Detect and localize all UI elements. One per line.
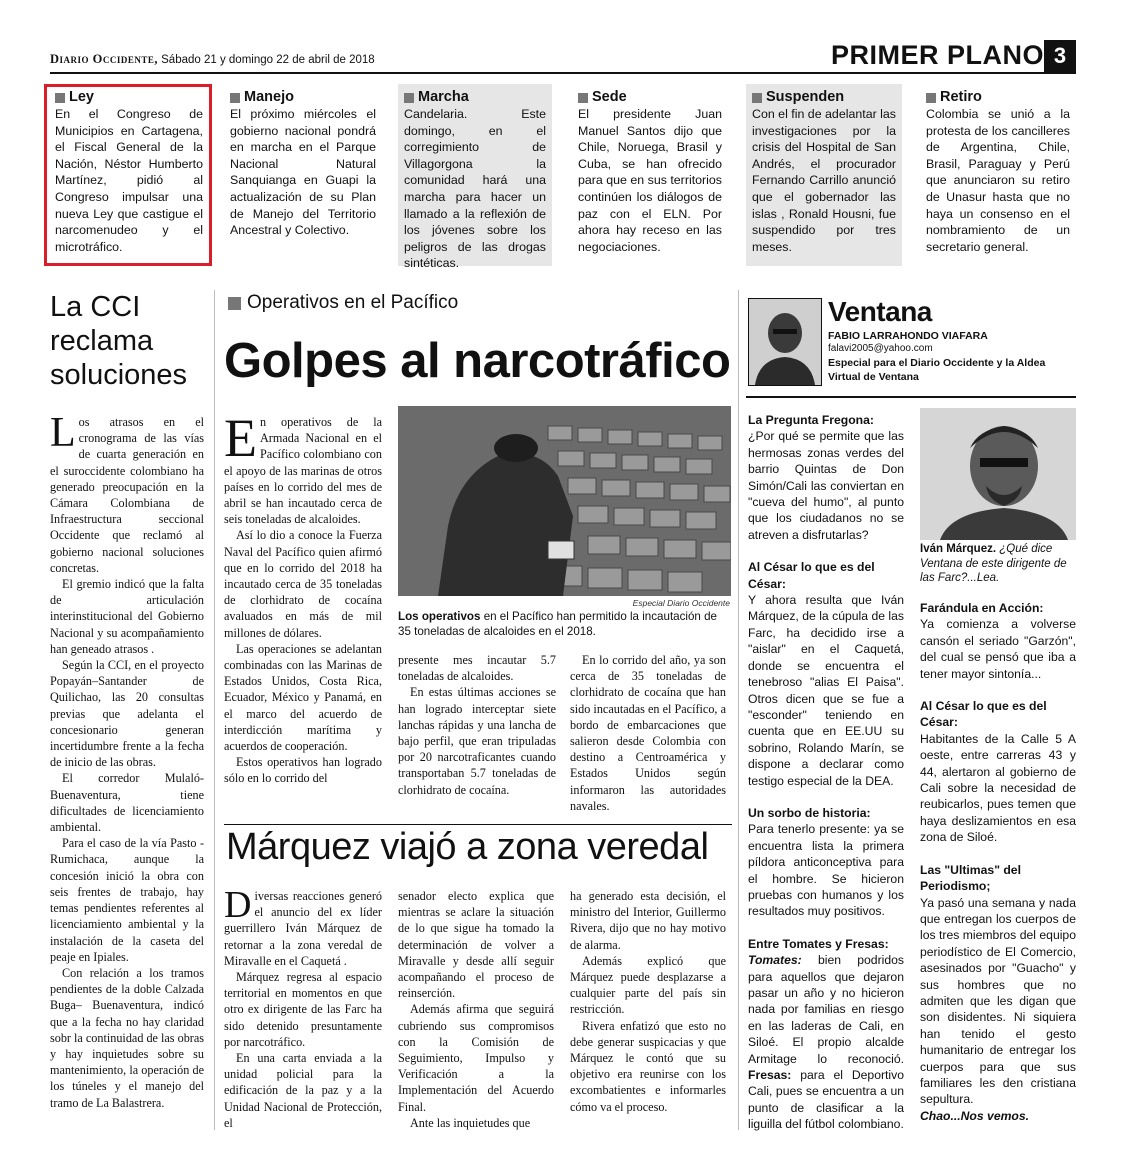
- paper-name: Diario Occidente,: [50, 52, 159, 66]
- author-photo-image: [749, 299, 821, 385]
- brief-text: Candelaria. Este domingo, en el corregimiento de Villagorgona la comunidad hará una marcha para hacer un llamado a la reflexión de los jóvenes sobre los peligros de las drogas sintéticas.: [404, 107, 546, 271]
- cci-paragraph: Según la CCI, en el proyecto Popayán–Santander de Quilichao, las 20 consultas previas que adelanta el concesionario generan incertidumbre frente a la fecha de inicio de las obras.: [50, 658, 204, 770]
- brief-manejo: [224, 84, 382, 266]
- caption-lead: Los operativos: [398, 610, 481, 623]
- marquez-headline: Márquez viajó a zona veredal: [226, 826, 709, 868]
- brief-title: Manejo: [244, 89, 294, 105]
- dropcap: D: [224, 884, 252, 926]
- section-title: PRIMER PLANO: [830, 40, 1044, 70]
- masthead: [50, 52, 375, 67]
- brief-title: Marcha: [418, 89, 469, 105]
- golpes-col-3: [570, 652, 726, 814]
- golpes-headline: Golpes al narcotráfico: [224, 334, 731, 388]
- marquez-paragraph: Además afirma que seguirá cubriendo sus compromisos con la Comisión de Seguimiento, Impulso y Verificación a la Implementación del Acuerdo Final.: [398, 1002, 554, 1114]
- subhead: Farándula en Acción:: [920, 601, 1044, 615]
- caption-text: ¿Qué dice Ventana de este dirigente de las Farc?...Lea.: [920, 543, 1067, 584]
- marquez-col-1: [224, 884, 382, 1131]
- marquez-photo-caption: [920, 542, 1076, 586]
- column-divider: [214, 290, 215, 1130]
- square-bullet-icon: [404, 93, 414, 103]
- signoff: Chao...Nos vemos.: [920, 1108, 1030, 1123]
- column-credit: Especial para el Diario Occidente y la Aldea Virtual de Ventana: [828, 357, 1046, 383]
- brief-ley: [44, 84, 212, 266]
- cci-headline: La CCI reclama soluciones: [50, 291, 188, 391]
- marquez-paragraph: Ante las inquietudes que: [410, 1115, 531, 1130]
- cci-first-paragraph: os atrasos en el cronograma de las vías de cuarta generación en el suroccidente colombiano ha generado preocupación en la Cámara Colombiana de Infraestructura seccional Occidente que reclamó al gobierno nacional soluciones concretas.: [50, 415, 204, 575]
- marquez-paragraph: Además explicó que Márquez puede desplazarse a cualquier parte del país sin restricción.: [570, 953, 726, 1017]
- ventana-lead: Tomates:: [748, 953, 802, 968]
- subhead: Entre Tomates y Fresas:: [748, 936, 889, 951]
- square-bullet-icon: [752, 93, 762, 103]
- ventana-col-2: [920, 600, 1076, 1124]
- kicker: [228, 292, 458, 314]
- brief-text: Colombia se unió a la protesta de los cancilleres de Argentina, Chile, Brasil, Paraguay y Perú que anunciaron su retiro de Unasur hasta que no haya un consenso en el nombramiento de un secretario general.: [926, 107, 1070, 254]
- golpes-col-1: [224, 408, 382, 787]
- dropcap: E: [224, 408, 257, 468]
- square-bullet-icon: [228, 297, 241, 310]
- brief-title: Ley: [69, 89, 94, 105]
- golpes-paragraph: Estos operativos han logrado sólo en lo corrido del: [224, 755, 382, 786]
- brief-sede: [572, 84, 728, 266]
- ventana-lead: Fresas:: [748, 1068, 792, 1083]
- caption-lead: Iván Márquez.: [920, 543, 997, 555]
- page-number: 3: [1044, 40, 1076, 72]
- cci-body: [50, 410, 204, 1111]
- marquez-col-2: [398, 888, 554, 1131]
- caption-text: en el Pacífico han permitido la incautación de 35 toneladas de alcaloides en el 2018.: [398, 610, 717, 638]
- header-rule: [50, 72, 1076, 74]
- column-title: Ventana: [828, 296, 932, 327]
- brief-text: Con el fin de adelantar las investigaciones por la crisis del Hospital de San Andrés, el procurador Fernando Carrillo anunció que el gobernador las islas , Ronald Housni, fue suspendido por tres meses.: [752, 107, 896, 254]
- brief-text: En el Congreso de Municipios en Cartagena, el Fiscal General de la Nación, Néstor Humberto Martínez, pidió al Congreso impulsar una nueva Ley que castigue el narcomenudeo y el microtráfico.: [55, 107, 203, 254]
- marquez-first-paragraph: iversas reacciones generó el anuncio del ex líder guerrillero Iván Márquez de retornar a la zona veredal de Miravalle en el Caquetá .: [224, 889, 382, 968]
- author-email: falavi2005@yahoo.com: [828, 343, 933, 354]
- cci-paragraph: Con relación a los tramos pendientes de la doble Calzada Buga– Buenaventura, indicó que a la fecha no hay claridad sobr la continuidad de las obras y hay inquietudes sobre su mantenimiento, la operación de los túneles y el manejo del tramo de La Balastrera.: [50, 965, 204, 1110]
- brief-title: Retiro: [940, 89, 982, 105]
- cci-paragraph: El gremio indicó que la falta de articulación interinstitucional del Gobierno Nacional y su acompañamiento han geneado atrasos .: [50, 577, 204, 656]
- subhead: Al César lo que es del César:: [920, 699, 1047, 730]
- golpes-first-paragraph: n operativos de la Armada Nacional en el Pacífico colombiano con el apoyo de las marinas de otros países en lo corrido del mes de abril se han incautado cerca de seis toneladas de alcaloides.: [224, 415, 382, 527]
- ventana-text: [748, 952, 904, 1132]
- marquez-photo-image: [920, 408, 1076, 540]
- cci-paragraph: Para el caso de la vía Pasto - Rumichaca, aunque la concesión inició la obra con seis frentes de trabajo, hay temas pendientes referentes al licenciamiento ambiental y la instalación de la caseta del peaje en Ipiales.: [50, 836, 204, 964]
- square-bullet-icon: [926, 93, 936, 103]
- subhead: La Pregunta Fregona:: [748, 413, 874, 427]
- golpes-paragraph: Así lo dio a conoce la Fuerza Naval del Pacífico quien afirmó que en lo corrido del 2018 ha incautado cerca de 35 toneladas de clorhidrato de cocaína avaluados en más de mil millones de dólares.: [224, 528, 382, 640]
- kicker-text: Operativos en el Pacífico: [247, 292, 459, 313]
- subhead: Las "Ultimas" del Periodismo;: [920, 862, 1021, 894]
- square-bullet-icon: [578, 93, 588, 103]
- ventana-text: ¿Por qué se permite que las hermosas zonas verdes del barrio Quintas de Don Simón/Cali las conviertan en "cueva del humo", al punto que los ciudadanos no se atreven a disfrutarlas?: [748, 429, 904, 542]
- golpes-paragraph: Las operaciones se adelantan combinadas con las Marinas de Estados Unidos, Costa Rica, Ecuador, México y Panamá, en el marco del acuerdo de interdicción marítima y acuerdos de cooperación.: [224, 641, 382, 754]
- brief-text: El presidente Juan Manuel Santos dijo que Chile, Noruega, Brasil y Cuba, se han ofrecido para que en sus territorios continúen los diálogos de paz con el ELN. Por ahora hay receso en las negociaciones.: [578, 107, 722, 254]
- brief-suspenden: [746, 84, 902, 266]
- marquez-col-3: [570, 888, 726, 1115]
- square-bullet-icon: [230, 93, 240, 103]
- ventana-text: Y ahora resulta que Iván Márquez, de la cúpula de las Farc, ha decidido irse a "aislar" en el Caquetá, donde se encuentra el tenebroso "alias El Paisa". Otros dicen que se fue a "esconder" teniendo en cuenta que en EE.UU su sobrino, Rolando Marín, se dispone a declarar como testigo especial de la DEA.: [748, 593, 904, 788]
- column-rule: [746, 396, 1076, 398]
- brief-retiro: [920, 84, 1076, 266]
- brief-marcha: [398, 84, 552, 271]
- subhead: Un sorbo de historia:: [748, 805, 871, 820]
- brief-title: Sede: [592, 89, 627, 105]
- cci-paragraph: El corredor Mulaló- Buenaventura, tiene dificultades de licenciamiento ambiental.: [50, 771, 204, 835]
- issue-date: Sábado 21 y domingo 22 de abril de 2018: [161, 54, 375, 66]
- operativos-photo-image: [398, 406, 731, 596]
- dropcap: L: [50, 410, 76, 456]
- photo-caption: [398, 610, 731, 639]
- column-divider: [738, 290, 739, 1130]
- golpes-col-2: [398, 652, 556, 798]
- ventana-text-run: para el Deportivo Cali, pues se encuentra a un punto de clasificar a la liguilla del fútbol colombiano.: [748, 1068, 904, 1132]
- ventana-text: Habitantes de la Calle 5 A oeste, entre carreras 43 y 44, alertaron al gobierno de Cali sobre la necesidad de reubicarlos, pues temen que haya deslizamientos en esa zona de Siloé.: [920, 731, 1076, 845]
- section-rule: [224, 824, 732, 825]
- ventana-text: Ya pasó una semana y nada que entregan los cuerpos de los tres miembros del equipo periodístico de El Comercio, asesinados por "Guacho" y sus hombres que no admiten que les digan que son disidentes. Ni siquiera han tenido el gesto humanitario de entregar los cuerpos para que sus familiares les den cristiana sepultura.: [920, 895, 1076, 1107]
- square-bullet-icon: [55, 93, 65, 103]
- marquez-paragraph: En una carta enviada a la unidad policial para la edificación de la paz y a la Unidad Nacional de Protección, el: [224, 1051, 382, 1130]
- ventana-text: Ya comienza a volverse cansón el seriado "Garzón", del cual se pensó que iba a tener mayor sintonía...: [920, 617, 1076, 681]
- marquez-paragraph: Márquez regresa al espacio territorial en momentos en que otro ex dirigente de las Farc ha sido detenido presuntamente por narcotráfico.: [224, 970, 382, 1049]
- author-photo: [748, 298, 822, 386]
- ventana-col-1: [748, 412, 904, 1133]
- brief-text: El próximo miércoles el gobierno nacional pondrá en marcha en el Parque Nacional Natural Sanquianga en Guapi la actualización de su Plan de Manejo del Territorio Ancestral y Colectivo.: [230, 107, 376, 238]
- author-name: FABIO LARRAHONDO VIAFARA: [828, 330, 988, 342]
- golpes-paragraph: En lo corrido del año, ya son cerca de 35 toneladas de clorhidrato de cocaína que han sido incautadas en el Pacífico, a bordo de embarcaciones que salieron desde Colombia con destino a Centroamérica y Estados Unidos según informaron las autoridades navales.: [570, 653, 726, 813]
- marquez-photo: [920, 408, 1076, 540]
- subhead: Al César lo que es del César:: [748, 560, 875, 591]
- golpes-paragraph: presente mes incautar 5.7 toneladas de alcaloides.: [398, 653, 556, 684]
- operativos-photo: [398, 406, 731, 596]
- photo-credit: Especial Diario Occidente: [632, 598, 730, 608]
- golpes-paragraph: En estas últimas acciones se han logrado interceptar siete lanchas rápidas y una lancha de bajo perfil, que eran tripuladas por 20 narcotraficantes cuando transportaban 5.7 toneladas de clorhidrato de cocaína.: [398, 685, 556, 797]
- ventana-text: Para tenerlo presente: ya se encuentra lista la primera píldora anticonceptiva para el hombre. Se hicieron pruebas con humanos y los resultados muy positivos.: [748, 822, 904, 919]
- brief-title: Suspenden: [766, 89, 845, 105]
- ventana-text-run: bien podridos para aquellos que dejaron pasar un año y no hicieron nada por familias en riesgo en las laderas de Cali, en Siloé. El propio alcalde Armitage lo reconoció.: [748, 953, 904, 1066]
- marquez-paragraph: senador electo explica que mientras se aclare la situación de lo que sigue ha tomado la determinación de volver a Miravalle y desde allí seguir acompañando el proceso de reinserción.: [398, 889, 554, 1001]
- marquez-paragraph: Rivera enfatizó que esto no debe generar suspicacias y que Márquez le contó que su objetivo era reunirse con los excombatientes e informarles cómo va el proceso.: [570, 1018, 726, 1114]
- marquez-paragraph: ha generado esta decisión, el ministro del Interior, Guillermo Rivera, dijo que no hay motivo de alarma.: [570, 889, 726, 952]
